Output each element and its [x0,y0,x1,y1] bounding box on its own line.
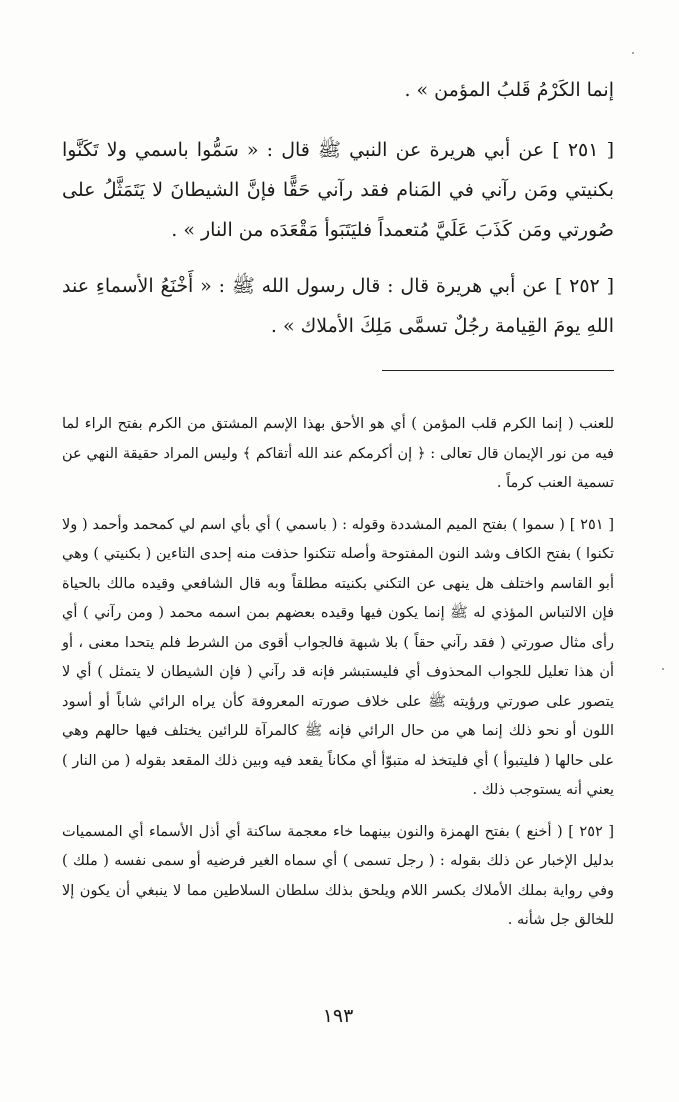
scan-speck [662,668,664,670]
book-page [62,70,614,1050]
hadith-251: [ ٢٥١ ] عن أبي هريرة عن النبي ﷺ قال : « سَمُّوا باسمي ولا تَكَنَّوا بكنيتي ومَن رآني في المَنام فقد رآني حَقًّا فإنَّ الشيطانَ لا يَتَمَثَّلُ على صُورتي ومَن كَذَبَ عَلَيَّ مُتعمداً فليَتَبَوأ مَقْعَدَه من النار » . [62,139,614,241]
previous-hadith-ending: إنما الكَرْمُ قَلبُ المؤمن » . [404,79,614,101]
commentary-note-252: [ ٢٥٢ ] ( أخنع ) بفتح الهمزة والنون بينهما خاء معجمة ساكنة أي أذل الأسماء أي المسميات بدليل الإخبار عن ذلك بقوله : ( رجل تسمى ) أي سماه الغير فرضيه أو سمى نفسه ( ملك ) وفي رواية بملك الأملاك بكسر اللام ويلحق بذلك سلطان السلاطين مما لا ينبغي أن يكون إلا للخالق جل شأنه . [62,823,614,928]
commentary-note-previous: للعنب ( إنما الكرم قلب المؤمن ) أي هو الأحق بهذا الإسم المشتق من الكرم بفتح الراء لما فيه من نور الإيمان قال تعالى : ﴿ إن أكرمكم عند الله أتقاكم ﴾ وليس المراد حقيقة النهي عن تسمية العنب كرماً . [62,416,614,491]
scan-speck [632,52,634,54]
hadith-252: [ ٢٥٢ ] عن أبي هريرة قال : قال رسول الله ﷺ : « أَخْنَعُ الأسماءِ عند اللهِ يومَ القِيامة رجُلٌ تسمَّى مَلِكَ الأملاك » . [62,275,615,337]
commentary-note-251: [ ٢٥١ ] ( سموا ) بفتح الميم المشددة وقوله : ( باسمي ) أي بأي اسم لي كمحمد وأحمد ( ولا تكنوا ) بفتح الكاف وشد النون المفتوحة وأصله تتكنوا حذفت منه إحدى التاءين ( بكنيتي ) وهي أبو القاسم واختلف هل ينهى عن التكني بكنيته مطلقاً وبه قال الشافعي وقيده مالك بالحياة فإن الالتباس المؤذي له ﷺ إنما يكون فيها وقيده بعضهم بمن اسمه محمد ( ومن رآني ) أي رأى مثال صورتي ( فقد رآني حقاً ) بلا شبهة فالجواب أقوى من الشرط فلم يتحدا معنى ، أو أن هذا تعليل للجواب المحذوف أي فليستبشر فإنه قد رآني ( فإن الشيطان لا يتمثل ) أي لا يتصور على صورتي ورؤيته ﷺ على خلاف صورته المعروفة كأن يراه الرائي شاباً أو أسود اللون أو نحو ذلك إنما هي من حال الرائي فإنه ﷺ كالمرآة للرائين يختلف فيها حالهم وهي على حالها ( فليتبوأ ) أي فليتخذ له متبوّأ أي مكاناً يقعد فيه وبين ذلك المقعد بقوله ( من النار ) يعني أنه يستوجب ذلك . [62,516,614,798]
page-number: ١٩٣ [322,1005,354,1027]
commentary-notes [62,410,614,936]
main-text [62,70,614,346]
footnote-divider [382,370,614,371]
